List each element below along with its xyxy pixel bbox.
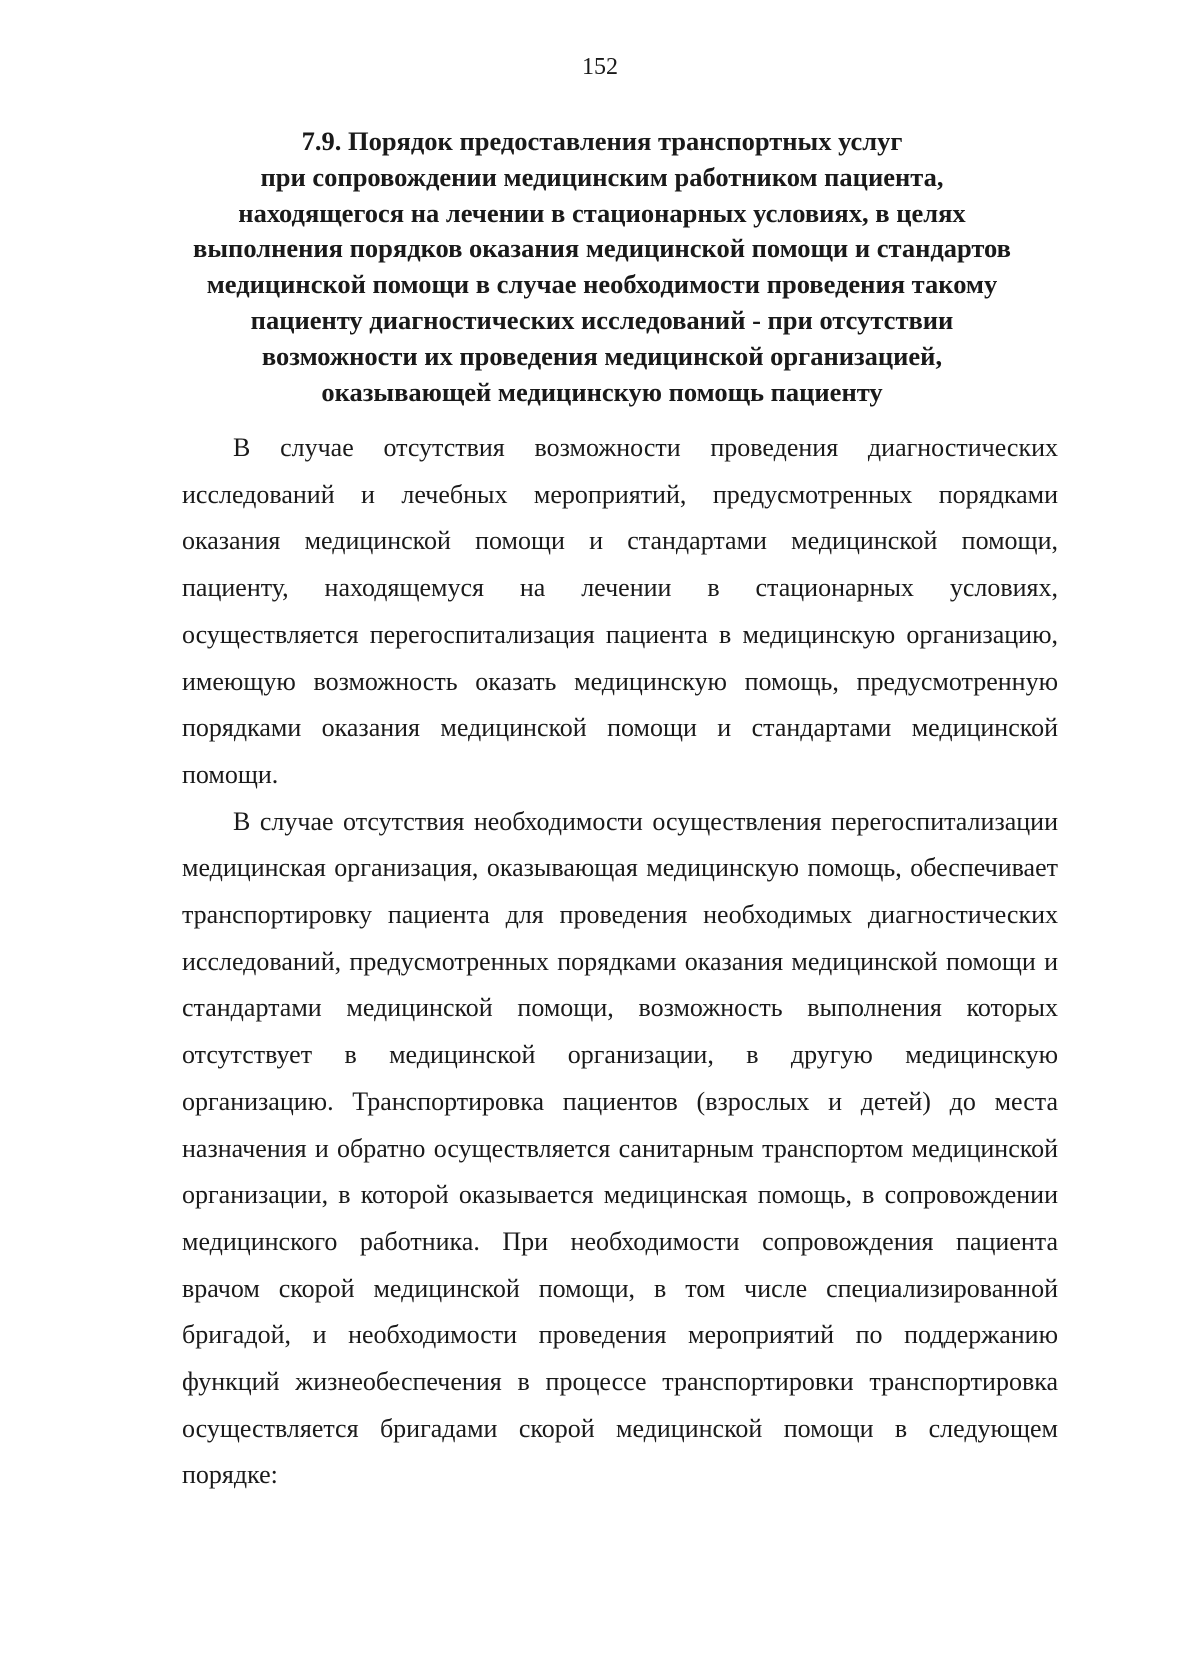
section-title-line: возможности их проведения медицинской организацией, <box>261 340 943 371</box>
page-number: 152 <box>582 54 618 80</box>
section-title <box>150 124 1054 410</box>
section-title-line: пациенту диагностических исследований - при отсутствии <box>250 304 954 335</box>
section-title-line: 7.9. Порядок предоставления транспортных услуг <box>301 126 903 156</box>
section-title-line: выполнения порядков оказания медицинской помощи и стандартов <box>193 233 1011 264</box>
section-title-line: оказывающей медицинскую помощь пациенту <box>321 376 883 407</box>
section-title-line: находящегося на лечении в стационарных условиях, в целях <box>238 197 966 228</box>
section-title-line: при сопровождении медицинским работником пациента, <box>260 161 944 192</box>
paragraph: В случае отсутствия необходимости осуществления перегоспитализации медицинская организация, оказывающая медицинскую помощь, обеспечивает транспортировку пациента для проведения необходимых диагностических исследований, предусмотренных порядками оказания медицинской помощи и стандартами медицинской помощи, возможность выполнения которых отсутствует в медицинской организации, в другую медицинскую организацию. Транспортировка пациентов (взрослых и детей) до места назначения и обратно осуществляется санитарным транспортом медицинской организации, в которой оказывается медицинская помощь, в сопровождении медицинского работника. При необходимости сопровождения пациента врачом скорой медицинской помощи, в том числе специализированной бригадой, и необходимости проведения мероприятий по поддержанию функций жизнеобеспечения в процессе транспортировки транспортировка осуществляется бригадами скорой медицинской помощи в следующем порядке: <box>182 806 1058 1490</box>
section-title-line: медицинской помощи в случае необходимости проведения такому <box>206 269 998 300</box>
body-text <box>182 425 1058 1499</box>
paragraph: В случае отсутствия возможности проведения диагностических исследований и лечебных мероприятий, предусмотренных порядками оказания медицинской помощи и стандартами медицинской помощи, пациенту, находящемуся на лечении в стационарных условиях, осуществляется перегоспитализация пациента в медицинскую организацию, имеющую возможность оказать медицинскую помощь, предусмотренную порядками оказания медицинской помощи и стандартами медицинской помощи. <box>182 433 1058 789</box>
